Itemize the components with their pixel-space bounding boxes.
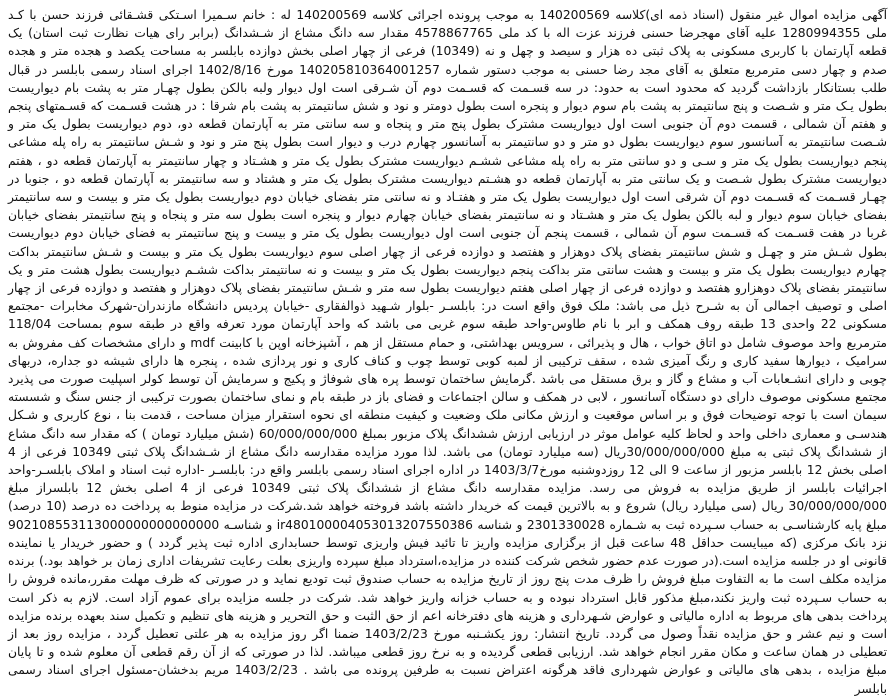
notice-body-text: آگهی مزایده اموال غیر منقول (اسناد ذمه ای)کلاسه 140200569 به موجب پرونده اجرائی کلاسه 140200569 له : خانم سـمیرا اسـتکی قشـقائی فرزند حسن با کـد ملی 1280994355 علیه آقای مهجرضا حسنی فرزند عزت اله با کد ملی 4578867765 مقدار سه دانگ مشاع از شـشدانگ (برابر رای هیات نظارت ثبت استان) یک قطعه آپارتمان با کاربری مسکونی به پلاک ثبتی ده هزار و سیصد و چهل و نه (10349) فرعی از چهار اصلی بخش دوازده بابلسر به مساحت یکصد و هجده متر و هجده صدم و چهار دسی مترمربع متعلق به آقای مجد رضا حسنی به موجب دستور شماره 140205810364001257 مورخ 1402/8/16 اجرای اسناد رسمی بابلسر در قبال طلب بستانکار بازداشت گردید که محدود است به حدود: در سه قسـمت که قسـمت دوم آن شـرقی است اول دیوار ولبه بالکن بطول چهـار متر به پشت بام دیواریست بطول یـک متر و شـصت و پنج سانتیمتر به پشت بام سوم دیوار و پنجره است بطول دومتر و نود و شش سانتیمتر به پشت بام شرقا : در هشت قسـمت که قسـمتهای پنجم و هفتم آن شمالی ، قسمت دوم آن جنوبی است اول دیواریست مشترک بطول پنج متر و پنجاه و سه سانتی متر به آپارتمان قطعه دو، دوم دیواریست بطول یک متر و شـصت سانتیمتر به آسانسور سوم دیواریست بطول دو متر و دو سانتیمتر به آسانسور چهارم درب و دیوار است بطول پنج متر و نود و شـش سانتیمتر به راه پله مشاعی پنجم دیواریست بطول یک متر و سـی و دو سانتی متر به راه پله مشاعی ششـم دیواریست مشترک بطول یک متر و هشـتاد و چهار سانتیمتر به آپارتمان قطعه دو ، هفتم دیواریست مشترک بطول شـصت و یک سانتی متر به آپارتمان قطعه دو هشـتم دیواریست مشترک بطول یک متر و هشتاد و سه سانتیمتر به آپارتمان قطعه دو ، جنوبا در چهـار قسـمت که قسـمت دوم آن شرقی است اول دیواریست بطول یک متر و هفتـاد و نه سانتی متر بفضای خیابان دوم دیواریست بطول یک متر و بیست و سه سانتیمتر بفضای خیابان سوم دیوار و لبه بالکن بطول یک متر و هشـتاد و نه سانتیمتر بفضای خیابان چهارم دیوار و پنجره است بطول سه متر و پنجاه و پنج سانتیمتر بفضای خیابان غربا در هفت قسـمت که قسـمت سوم آن شمالی ، قسمت پنجم آن جنوبی است اول دیواریست بطول یک متر و بیست و پنج سانتیمتر به فضای خیابان دوم دیواریست بطول شـش متر و چهـل و شش سانتیمتر بفضای پلاک دوهزار و هفتصد و دوازده فرعی از چهار اصلی سوم دیواریست بطول یک متر و بیست و شـش سانتیمتر بداکت چهارم دیواریست بطول یک متر و بیست و هشت سانتی متر بداکت پنجم دیواریست بطول یک متر و بیست و نه سانتیمتر بداکت ششـم دیواریست بطول هشت متر و یک سانتیمتر بفضای پلاک دوهزارو هفتصد و دوازده فرعی از چهار اصلی هفتم دیواریست بطول سه متر و شـش سانتیمتر بفضای پلاک دوهزار و هفتصد و دوازده فرعی از چهار اصلی و توصیف اجمالی آن به شـرح ذیل می باشد: ملک فوق واقع است در: بابلسـر -بلوار شـهید ذوالفقاری -خیابان پردیس دانشگاه مازندران-شهرک مخابرات -مجتمع مسکونی 22 واحدی 13 طبقه روف همکف و ابر با نام طاوس-واحد طبقه سوم غربی می باشد که واحد آپارتمان مورد تعرفه واقع در طبقه سوم بمساحت 118/04 مترمربع واحد موصوف شامل دو اتاق خواب ، هال و پذیرائی ، سرویس بهداشتی، و حمام مستقل از هم ، آشپزخانه اوپن با کابینت mdf و دارای مشخصات کف مفروش به سرامیک ، دیوارها سفید کاری و رنگ آمیزی شده ، سقف ترکیبی از لمبه کوبی توسط چوب و کناف کاری و نور پردازی شده ، پنجره ها دارای شیشه دو جداره، دربهای چوبی و دارای انشـعابات آب و مشاع و گاز و برق مستقل می باشد .گرمایش ساختمان توسط پره های شوفاژ و پکیج و سرمایش آن توسط کولر اسپلیت صورت می پذیرد مجتمع مسکونی موصوف دارای دو دستگاه آسانسور ، لابی در همکف و سالن اجتماعات و فضای باز در طبقه بام و نمای ساختمان بصورت ترکیبی از جنس سنگ و شسسته سیمان است با توجه توضیحات فوق و بر اساس موقعیت و ارزش مکانی ملک وضعیت و کیفیت منطقه ای نحوه استقرار میزان مساحت ، قدمت بنا ، نوع کاربری و شـکل هندسـی و معماری داخلی واحد و لحاظ کلیه عوامل موثر در ارزیابی ارزش ششدانگ پلاک مزبور بمبلغ 60/000/000/000 (شش میلیارد تومان ) که مقدار سه دانگ مشاع از ششدانگ پلاک ثبتی به مبلغ 30/000/000/000ریال (سه میلیارد تومان) می باشد. لذا مورد مزایده مقدارسه دانگ مشاع از شـشدانگ پلاک ثبتی 10349 فرعی از 4 اصلی بخش 12 بابلسر مزبور از ساعت 9 الی 12 روزدوشنبه مورخ1403/3/7 در اداره اجرای اسناد رسمی بابلسر واقع در: بابلسـر -اداره ثبت اسناد و املاک بابلسـر-واحد اجرائیات بابلسر از طریق مزایده به فروش می رسد. مزایده مقدارسه دانگ مشاع از ششدانگ پلاک ثبتی 10349 فرعی از 4 اصلی بخش 12 بابلسراز مبلغ 30/000/000/000 ریال (سی میلیارد ریال) شروع و به بالاترین قیمت که خریدار داشته باشد فروخته خواهد شد.شرکت در مزایده منوط به پرداخت ده درصد (10 درصد) مبلغ پایه کارشناسـی به حساب سـپرده ثبت به شـماره 2301330028 و شناسه ir480100004053013207550386 و شناسـه 902108553113000000000000000 نزد بانک مرکزی (که میبایست حداقل 48 ساعت قبل از برگزاری مزایده واریز تا تائید فیش واریزی توسط حسابداری اداره ثبت پذیر گردد ) و حضور خریدار یا نماینده قانونی او در جلسه مزایده است.(در صورت عدم حضور شخص شرکت کننده در مزایده،استرداد مبلغ سپرده واریزی بعلت رعایت تشریفات اداری زمان بر خواهد بود.) برنده مزایده مکلف است ما به التفاوت مبلغ فروش را ظرف مدت پنج روز از تاریخ مزایده به حساب صندوق ثبت تودیع نماید و در صورتی که ظرف مهلت مقرر،مانده فروش را به حساب سـپرده ثبت واریز نکند،مبلغ مذکور قابل استرداد نبوده و به حساب خزانه واریز خواهد شد. شرکت در جلسه مزایده برای عموم آزاد است. لازم به ذکر است پرداخت بدهی های مربوط به اداره مالیاتی و عوارض شـهرداری و هزینه های دفترخانه اعم از حق الثبت و حق التحریر و هزینه های تنظیم و تکمیل سند بعهده برنده مزایده است و نیم عشر و حق مزایده نقداً وصول می گردد. تاریخ انتشار: روز یکشـنبه مورخ 1403/2/23 ضمنا اگر روز مزایده به هر علتی تعطیل گردد ، مزایده روز بعد از تعطیلی در همان ساعت و مکان مقرر انجام خواهد شد. ارزیابی قطعی گردیده و به نرخ روز قطعی میباشد. لذا در صورتی که از آن رقم قطعی آن معلوم شده و تا پایان مبلغ مزایده ، بدهی های مالیاتی و عوارض شهرداری فاقد هرگونه اعتراض نسبت به طرفین پرونده می باشد . 1403/2/23 مریم بدخشان-مسئول اجرای اسناد رسمی بابلسر	[8, 8, 888, 696]
